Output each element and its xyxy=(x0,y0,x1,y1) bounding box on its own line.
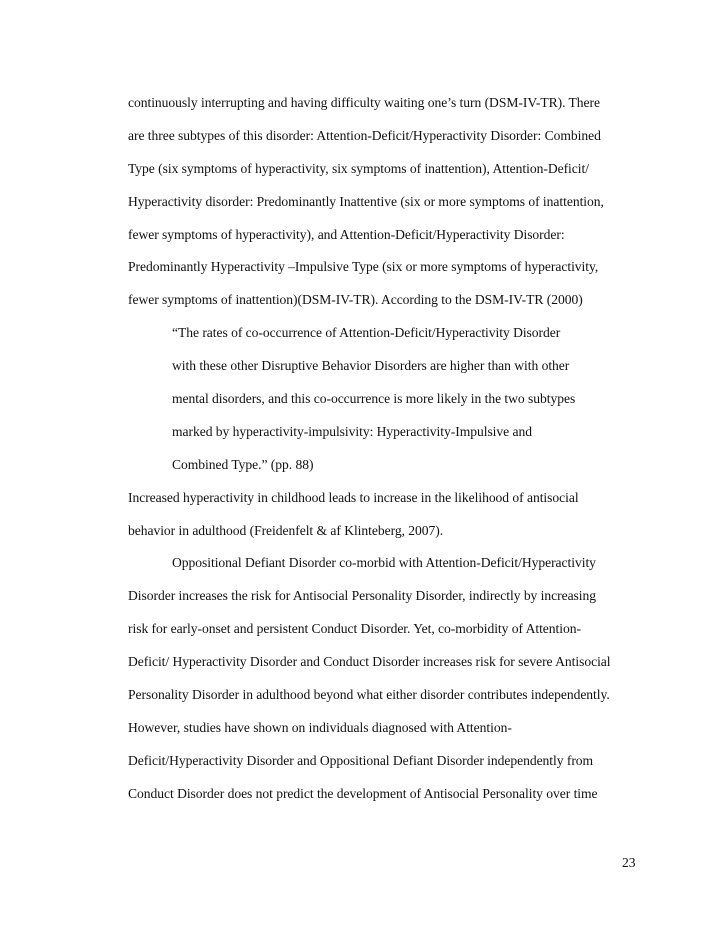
block-quote xyxy=(128,317,648,481)
text-line: continuously interrupting and having difficulty waiting one’s turn (DSM-IV-TR). There xyxy=(128,95,600,110)
text-line: fewer symptoms of hyperactivity), and Attention-Deficit/Hyperactivity Disorder: xyxy=(128,226,565,242)
paragraph xyxy=(128,547,648,810)
text-line: risk for early-onset and persistent Conduct Disorder. Yet, co-morbidity of Attention- xyxy=(128,621,581,637)
text-line: are three subtypes of this disorder: Attention-Deficit/Hyperactivity Disorder: Combined xyxy=(128,127,601,143)
text-line: behavior in adulthood (Freidenfelt & af Klinteberg, 2007). xyxy=(128,522,444,538)
page-body xyxy=(128,87,648,811)
text-line: Deficit/ Hyperactivity Disorder and Conduct Disorder increases risk for severe Antisocial xyxy=(128,654,611,670)
text-line: fewer symptoms of inattention)(DSM-IV-TR). According to the DSM-IV-TR (2000) xyxy=(128,292,583,308)
paragraph-first-line: Oppositional Defiant Disorder co-morbid with Attention-Deficit/Hyperactivity xyxy=(172,555,596,571)
quote-line: Combined Type.” (pp. 88) xyxy=(172,456,314,472)
quote-line: mental disorders, and this co-occurrence is more likely in the two subtypes xyxy=(172,391,576,407)
text-line: Conduct Disorder does not predict the development of Antisocial Personality over time xyxy=(128,785,598,801)
text-line: Personality Disorder in adulthood beyond what either disorder contributes independently. xyxy=(128,687,610,703)
text-line: Type (six symptoms of hyperactivity, six symptoms of inattention), Attention-Deficit/ xyxy=(128,160,589,176)
quote-line: “The rates of co-occurrence of Attention-Deficit/Hyperactivity Disorder xyxy=(172,325,561,341)
quote-line: marked by hyperactivity-impulsivity: Hyperactivity-Impulsive and xyxy=(172,423,532,439)
text-line: However, studies have shown on individuals diagnosed with Attention- xyxy=(128,719,512,735)
page-number: 23 xyxy=(622,855,636,870)
text-line: Disorder increases the risk for Antisocial Personality Disorder, indirectly by increasing xyxy=(128,588,597,604)
text-line: Predominantly Hyperactivity –Impulsive Type (six or more symptoms of hyperactivity, xyxy=(128,259,599,275)
text-line: Deficit/Hyperactivity Disorder and Oppositional Defiant Disorder independently from xyxy=(128,752,594,768)
text-line: Increased hyperactivity in childhood leads to increase in the likelihood of antisocial xyxy=(128,489,579,505)
quote-line: with these other Disruptive Behavior Disorders are higher than with other xyxy=(172,358,570,374)
text-line: Hyperactivity disorder: Predominantly Inattentive (six or more symptoms of inattention, xyxy=(128,193,604,209)
